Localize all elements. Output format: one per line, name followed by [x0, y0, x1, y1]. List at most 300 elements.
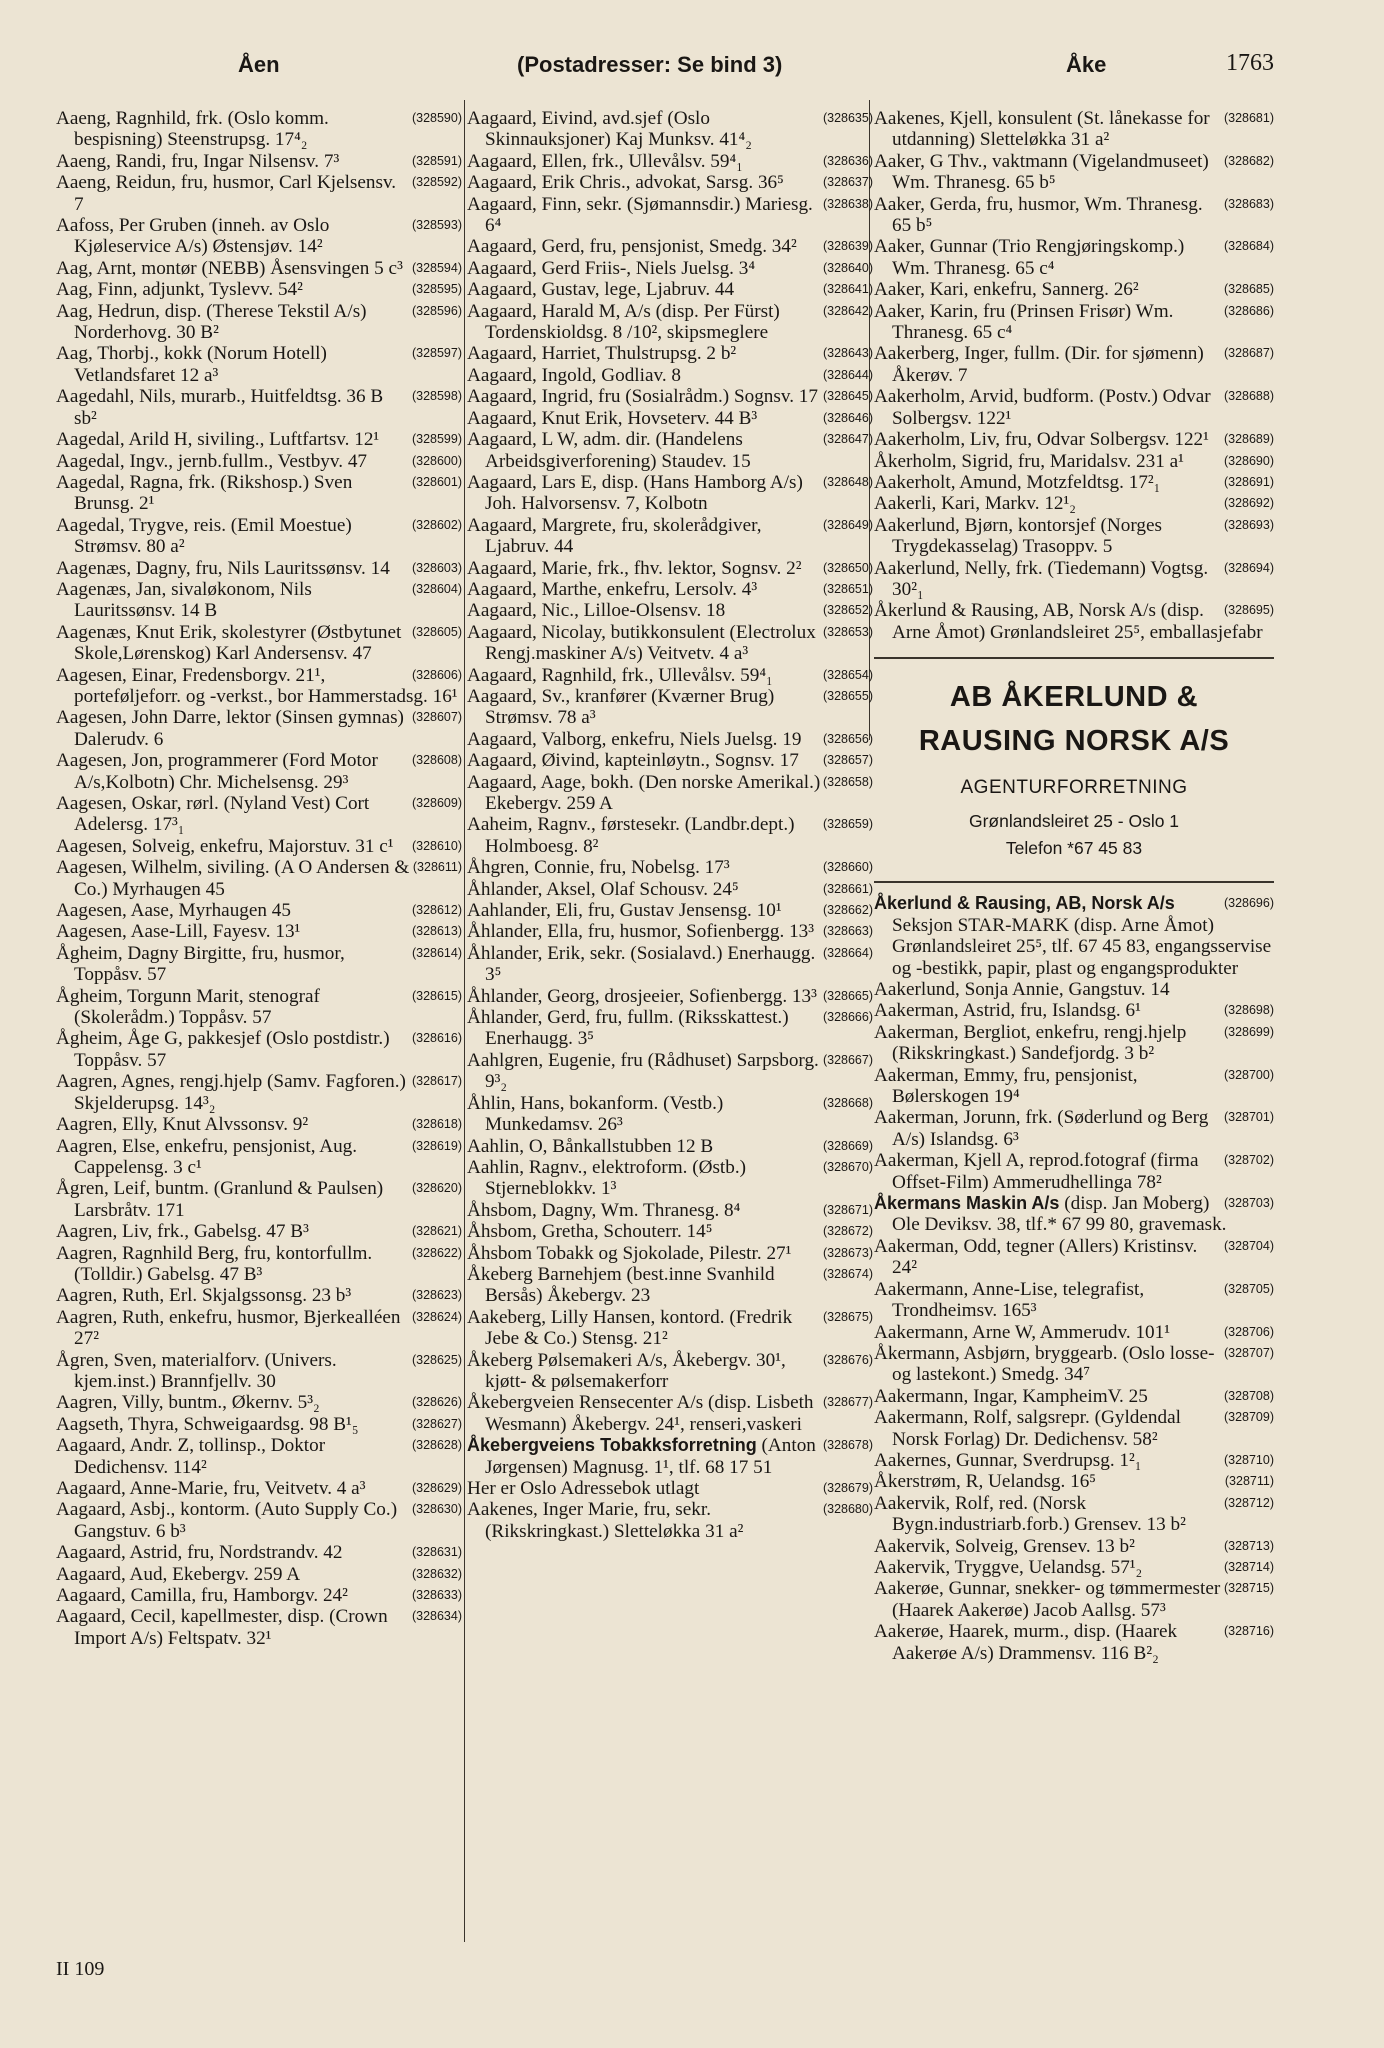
directory-entry: [874, 1279, 1274, 1322]
entry-number: (328676): [822, 1352, 873, 1367]
directory-entry: [56, 836, 462, 857]
directory-entry: [467, 900, 873, 921]
directory-entry: [467, 1243, 873, 1264]
entry-text: Aakerlund, Sonja Annie, Gangstuv. 14: [874, 979, 1170, 1000]
directory-entry: [56, 172, 462, 215]
directory-entry: [467, 343, 873, 364]
directory-entry: [874, 600, 1274, 643]
entry-text: Aakermann, Anne-Lise, telegrafist, Trondheimsv. 165³: [874, 1278, 1145, 1322]
entry-number: (328716): [1223, 1624, 1274, 1639]
directory-entry: [874, 472, 1274, 493]
entry-text: Aakerli, Kari, Markv. 12¹₂: [874, 493, 1076, 515]
directory-entry: [467, 1307, 873, 1350]
entry-number: (328603): [411, 560, 462, 575]
directory-entry: [467, 515, 873, 558]
directory-entry: [56, 258, 462, 279]
entry-number: (328687): [1223, 346, 1274, 361]
entry-number: (328634): [411, 1609, 462, 1624]
directory-entry: [467, 921, 873, 942]
entry-text: Ågren, Sven, materialforv. (Univers. kjem.inst.) Brannfjellv. 30: [56, 1349, 337, 1392]
entry-number: (328599): [411, 432, 462, 447]
directory-entry: [467, 365, 873, 386]
entry-text: Aagaard, Cecil, kapellmester, disp. (Crown Import A/s) Feltspatv. 32¹: [56, 1606, 388, 1649]
entry-number: (328653): [822, 624, 873, 639]
entry-number: (328672): [822, 1224, 873, 1239]
entry-number: (328600): [411, 453, 462, 468]
directory-entry: [874, 1386, 1274, 1407]
entry-number: (328648): [822, 474, 873, 489]
entry-number: (328693): [1223, 517, 1274, 532]
entry-number: (328637): [822, 175, 873, 190]
entry-text: Seksjon STAR-MARK (disp. Arne Åmot) Grønlandsleiret 25⁵, tlf. 67 45 83, engangsservise og -bestikk, papir, plast og engangsprodukter: [892, 914, 1272, 979]
directory-entry: [467, 558, 873, 579]
entry-text: Aagaard, Nicolay, butikkonsulent (Electrolux Rengj.maskiner A/s) Veitvetv. 4 a³: [467, 621, 816, 665]
entry-number: (328673): [822, 1245, 873, 1260]
entry-text: Åkerholm, Sigrid, fru, Maridalsv. 231 a¹: [874, 450, 1184, 472]
entry-number: (328604): [411, 581, 462, 596]
header-right-word: Åke: [1066, 52, 1107, 77]
entry-text: Aaeng, Reidun, fru, husmor, Carl Kjelsensv. 7: [56, 172, 397, 215]
entry-number: (328677): [822, 1395, 873, 1410]
directory-entry: [56, 622, 462, 665]
entry-text: Aagaard, Aage, bokh. (Den norske Amerikal.) Ekebergv. 259 A: [467, 771, 821, 814]
directory-entry: [874, 979, 1274, 1000]
entry-number: (328647): [822, 432, 873, 447]
entry-text: Aagseth, Thyra, Schweigaardsg. 98 B¹₅: [56, 1413, 359, 1435]
directory-entry: [874, 515, 1274, 558]
entry-text: Åhlander, Erik, sekr. (Sosialavd.) Enerhaugg. 3⁵: [467, 942, 816, 986]
directory-entry: [874, 236, 1274, 279]
entry-number: (328622): [411, 1245, 462, 1260]
entry-text: Åhlander, Aksel, Olaf Schousv. 24⁵: [467, 878, 739, 900]
directory-entry: [467, 472, 873, 515]
entry-number: (328694): [1223, 560, 1274, 575]
entry-number: (328646): [822, 410, 873, 425]
directory-entry: [56, 579, 462, 622]
entry-number: (328654): [822, 667, 873, 682]
directory-entry: [874, 893, 1274, 979]
entry-number: (328617): [411, 1074, 462, 1089]
directory-entry: [467, 943, 873, 986]
entry-number: (328628): [411, 1438, 462, 1453]
entry-number: (328702): [1223, 1153, 1274, 1168]
entry-number: (328711): [1224, 1474, 1274, 1489]
entry-text: Aakeberg, Lilly Hansen, kontord. (Fredrik Jebe & Co.) Stensg. 21²: [467, 1306, 793, 1350]
directory-entry: [874, 558, 1274, 601]
directory-entry: [56, 215, 462, 258]
directory-entry: [56, 279, 462, 300]
directory-entry: [874, 194, 1274, 237]
entry-text: Aakermann, Arne W, Ammerudv. 101¹: [874, 1321, 1170, 1343]
directory-entry: [56, 793, 462, 836]
entry-text: Aagaard, Lars E, disp. (Hans Hamborg A/s) Joh. Halvorsensv. 7, Kolbotn: [467, 471, 803, 515]
directory-entry: [874, 1022, 1274, 1065]
entry-text: Aagesen, Aase-Lill, Fayesv. 13¹: [56, 921, 301, 943]
entry-text: Åhsbom, Gretha, Schouterr. 14⁵: [467, 1221, 713, 1243]
directory-entry: [467, 1478, 873, 1499]
entry-text: Aakervik, Tryggve, Uelandsg. 57¹₂: [874, 1556, 1143, 1578]
entry-text: Aakermann, Ingar, KampheimV. 25: [874, 1385, 1148, 1407]
entry-number: (328661): [822, 881, 873, 896]
entry-number: (328660): [822, 860, 873, 875]
column-3-top: [874, 108, 1274, 643]
entry-text: Åkeberg Barnehjem (best.inne Svanhild Bersås) Åkebergv. 23: [467, 1263, 775, 1307]
entry-bold-name: Åkermans Maskin A/s: [874, 1193, 1060, 1214]
entry-number: (328683): [1223, 196, 1274, 211]
entry-number: (328700): [1223, 1067, 1274, 1082]
entry-text: Ågheim, Torgunn Marit, stenograf (Skolerådm.) Toppåsv. 57: [56, 985, 320, 1029]
entry-number: (328611): [412, 860, 462, 875]
directory-entry: [56, 1136, 462, 1179]
directory-entry: [467, 665, 873, 686]
entry-text: Aagren, Ruth, enkefru, husmor, Bjerkealléen 27²: [56, 1306, 401, 1350]
entry-number: (328667): [822, 1052, 873, 1067]
entry-text: Åkermann, Asbjørn, bryggearb. (Oslo losse- og lastekont.) Smedg. 34⁷: [874, 1342, 1215, 1386]
entry-text: Aagaard, Sv., kranfører (Kværner Brug) Strømsv. 78 a³: [467, 685, 775, 729]
column-3: [874, 108, 1274, 1664]
entry-text: Aakernes, Gunnar, Sverdrupsg. 1²₁: [874, 1449, 1142, 1471]
entry-text: Aagren, Agnes, rengj.hjelp (Samv. Fagforen.) Skjelderupsg. 14³₂: [56, 1071, 406, 1114]
directory-entry: [56, 343, 462, 386]
entry-bold-name: Åkebergveiens Tobakksforretning: [467, 1435, 757, 1456]
page-number: 1763: [1226, 50, 1274, 76]
entry-text: Her er Oslo Adressebok utlagt: [467, 1478, 700, 1499]
directory-entry: [467, 879, 873, 900]
directory-entry: [56, 1542, 462, 1563]
ad-subtitle: AGENTURFORRETNING: [960, 777, 1188, 799]
entry-number: (328629): [411, 1481, 462, 1495]
directory-entry: [467, 1264, 873, 1307]
entry-text: Aag, Hedrun, disp. (Therese Tekstil A/s) Norderhovg. 30 B²: [56, 300, 367, 344]
directory-entry: [56, 707, 462, 750]
entry-text: Aagesen, Oskar, rørl. (Nyland Vest) Cort Adelersg. 17³₁: [56, 793, 370, 836]
directory-entry: [467, 301, 873, 344]
entry-number: (328645): [822, 389, 873, 404]
entry-number: (328627): [411, 1416, 462, 1431]
entry-number: (328692): [1223, 496, 1274, 511]
entry-text: Aagren, Liv, frk., Gabelsg. 47 B³: [56, 1221, 309, 1243]
directory-entry: [467, 429, 873, 472]
entry-number: (328649): [822, 517, 873, 532]
entry-number: (328651): [822, 581, 873, 596]
directory-entry: [56, 108, 462, 151]
entry-number: (328674): [822, 1266, 873, 1281]
entry-text: Aagaard, Gustav, lege, Ljabruv. 44: [467, 279, 735, 301]
entry-number: (328595): [411, 282, 462, 297]
entry-number: (328709): [1223, 1410, 1274, 1425]
entry-number: (328631): [411, 1545, 462, 1560]
entry-text: Aagaard, Margrete, fru, skolerådgiver, Ljabruv. 44: [467, 514, 762, 558]
entry-text: Ågheim, Åge G, pakkesjef (Oslo postdistr.) Toppåsv. 57: [56, 1028, 390, 1071]
directory-entry: [874, 1557, 1274, 1578]
directory-entry: [874, 1065, 1274, 1108]
entry-number: (328705): [1223, 1281, 1274, 1296]
entry-number: (328658): [822, 774, 873, 789]
entry-number: (328607): [411, 710, 462, 725]
directory-entry: [874, 151, 1274, 194]
entry-number: (328625): [411, 1352, 462, 1367]
entry-number: (328612): [411, 903, 462, 918]
directory-entry: [56, 451, 462, 472]
entry-text: Aagaard, Camilla, fru, Hamborgv. 24²: [56, 1585, 348, 1607]
directory-entry: [874, 108, 1274, 151]
directory-entry: [56, 472, 462, 515]
entry-number: (328665): [822, 988, 873, 1003]
entry-number: (328655): [822, 688, 873, 703]
entry-number: (328707): [1223, 1345, 1274, 1360]
directory-entry: [467, 236, 873, 257]
entry-text: Aagaard, Knut Erik, Hovseterv. 44 B³: [467, 407, 758, 429]
directory-entry: [56, 1350, 462, 1393]
entry-text: Aakerman, Jorunn, frk. (Søderlund og Berg A/s) Islandsg. 6³: [874, 1107, 1209, 1150]
directory-entry: [56, 558, 462, 579]
entry-text: Aagaard, Gerd, fru, pensjonist, Smedg. 34²: [467, 236, 797, 258]
entry-number: (328704): [1223, 1238, 1274, 1253]
entry-number: (328695): [1223, 603, 1274, 618]
directory-entry: [467, 1136, 873, 1157]
entry-number: (328662): [822, 903, 873, 918]
directory-entry: [56, 1392, 462, 1413]
directory-entry: [467, 986, 873, 1007]
directory-entry: [56, 386, 462, 429]
entry-text: Aagaard, Ragnhild, frk., Ullevålsv. 59⁴₁: [467, 664, 773, 686]
entry-text: Aakerøe, Haarek, murm., disp. (Haarek Aakerøe A/s) Drammensv. 116 B²₂: [874, 1621, 1178, 1664]
entry-text: Aahlin, Ragnv., elektroform. (Østb.) Stjerneblokkv. 1³: [467, 1156, 747, 1200]
entry-number: (328688): [1223, 389, 1274, 404]
entry-text: Aagedal, Ingv., jernb.fullm., Vestbyv. 47: [56, 450, 368, 472]
entry-text: (Anton Jørgensen) Magnusg. 1¹, tlf. 68 17 51: [485, 1435, 816, 1478]
entry-text: Aagaard, Andr. Z, tollinsp., Doktor Dedichensv. 114²: [56, 1435, 326, 1478]
entry-text: Aagaard, Valborg, enkefru, Niels Juelsg. 19: [467, 728, 802, 750]
entry-number: (328641): [822, 282, 873, 297]
entry-number: (328592): [411, 175, 462, 190]
entry-number: (328624): [411, 1309, 462, 1324]
entry-text: Aahlander, Eli, fru, Gustav Jensensg. 10¹: [467, 900, 782, 922]
entry-text: Aakerlund, Nelly, frk. (Tiedemann) Vogtsg. 30²₁: [874, 557, 1209, 600]
entry-number: (328591): [411, 153, 462, 168]
ad-title-line-1: AB ÅKERLUND &: [949, 681, 1199, 714]
entry-number: (328597): [411, 346, 462, 361]
entry-number: (328613): [411, 924, 462, 939]
directory-entry: [56, 1114, 462, 1135]
entry-number: (328630): [411, 1502, 462, 1517]
entry-text: Aagren, Else, enkefru, pensjonist, Aug. Cappelensg. 3 c¹: [56, 1135, 358, 1178]
entry-number: (328626): [411, 1395, 462, 1410]
entry-text: Aagedahl, Nils, murarb., Huitfeldtsg. 36 B sb²: [56, 386, 384, 429]
directory-entry: [56, 921, 462, 942]
directory-entry: [467, 622, 873, 665]
entry-text: Aagesen, Wilhelm, siviling. (A O Andersen & Co.) Myrhaugen 45: [56, 857, 410, 900]
entry-text: Aaker, Gunnar (Trio Rengjøringskomp.) Wm. Thranesg. 65 c⁴: [874, 236, 1185, 279]
directory-entry: [467, 408, 873, 429]
entry-text: Aagaard, Marthe, enkefru, Lersolv. 4³: [467, 578, 758, 600]
entry-text: Aafoss, Per Gruben (inneh. av Oslo Kjøleservice A/s) Østensjøv. 14²: [56, 215, 330, 258]
directory-entry: [874, 1493, 1274, 1536]
directory-entry: [467, 814, 873, 857]
entry-text: Aakerman, Odd, tegner (Allers) Kristinsv. 24²: [874, 1235, 1198, 1279]
entry-text: Aagaard, Finn, sekr. (Sjømannsdir.) Mariesg. 6⁴: [467, 193, 813, 237]
entry-number: (328681): [1223, 111, 1274, 125]
entry-number: (328605): [411, 624, 462, 639]
directory-entry: [874, 493, 1274, 514]
entry-text: Aakerholm, Arvid, budform. (Postv.) Odvar Solbergsv. 122¹: [874, 386, 1211, 429]
entry-text: Aagenæs, Dagny, fru, Nils Lauritssønsv. 14: [56, 557, 390, 579]
entry-number: (328650): [822, 560, 873, 575]
ad-title-line-2: RAUSING NORSK A/S: [918, 725, 1230, 758]
entry-text: Aagesen, Aase, Myrhaugen 45: [56, 900, 291, 922]
entry-number: (328601): [411, 474, 462, 489]
directory-entry: [56, 1071, 462, 1114]
entry-number: (328602): [411, 517, 462, 532]
entry-text: Aagren, Villy, buntm., Økernv. 5³₂: [56, 1392, 320, 1414]
entry-number: (328689): [1223, 432, 1274, 447]
directory-entry: [874, 1107, 1274, 1150]
column-1: [56, 108, 462, 1649]
entry-text: Aagedal, Trygve, reis. (Emil Moestue) Strømsv. 80 a²: [56, 514, 352, 558]
entry-number: (328710): [1223, 1452, 1274, 1467]
entry-number: (328616): [411, 1031, 462, 1046]
directory-entry: [874, 1536, 1274, 1557]
entry-text: Åhlin, Hans, bokanform. (Vestb.) Munkedamsv. 26³: [467, 1092, 724, 1136]
entry-number: (328699): [1223, 1024, 1274, 1039]
column-2: [467, 108, 873, 1542]
entry-number: (328659): [822, 817, 873, 832]
entry-number: (328706): [1223, 1324, 1274, 1339]
entry-number: (328663): [822, 924, 873, 939]
entry-text: Aakerman, Emmy, fru, pensjonist, Bølerskogen 19⁴: [874, 1064, 1138, 1108]
entry-number: (328696): [1223, 896, 1274, 911]
directory-entry: [56, 515, 462, 558]
entry-number: (328671): [822, 1202, 873, 1217]
entry-number: (328619): [411, 1138, 462, 1153]
entry-number: (328691): [1223, 474, 1274, 489]
directory-entry: [874, 279, 1274, 300]
directory-entry: [56, 1307, 462, 1350]
directory-entry: [467, 1221, 873, 1242]
entry-text: Åkerstrøm, R, Uelandsg. 16⁵: [874, 1471, 1096, 1493]
directory-entry: [874, 1343, 1274, 1386]
entry-number: (328598): [411, 389, 462, 404]
entry-number: (328682): [1223, 153, 1274, 168]
entry-text: Aagaard, Nic., Lilloe-Olsensv. 18: [467, 600, 726, 622]
directory-entry: [874, 1450, 1274, 1471]
entry-number: (328614): [411, 945, 462, 960]
advertisement: [874, 657, 1274, 883]
entry-text: Aagedal, Ragna, frk. (Rikshosp.) Sven Brunsg. 2¹: [56, 471, 353, 515]
directory-entry: [56, 1585, 462, 1606]
entry-text: Ågren, Leif, buntm. (Granlund & Paulsen) Larsbråtv. 171: [56, 1178, 384, 1221]
entry-number: (328640): [822, 260, 873, 275]
directory-entry: [467, 750, 873, 771]
column-3-bottom: [874, 893, 1274, 1664]
entry-text: Aaeng, Randi, fru, Ingar Nilsensv. 7³: [56, 150, 340, 172]
entry-bold-name: Åkerlund & Rausing, AB, Norsk A/s: [874, 893, 1175, 914]
entry-text: Aagren, Ragnhild Berg, fru, kontorfullm. (Tolldir.) Gabelsg. 47 B³: [56, 1242, 373, 1285]
entry-text: Aaeng, Ragnhild, frk. (Oslo komm. bespisning) Steenstrupsg. 17⁴₂: [56, 108, 329, 151]
entry-text: Aakerøe, Gunnar, snekker- og tømmermester (Haarek Aakerøe) Jacob Aallsg. 57³: [874, 1578, 1221, 1621]
entry-text: Aagaard, L W, adm. dir. (Handelens Arbeidsgiverforening) Staudev. 15: [467, 429, 751, 472]
entry-number: (328636): [822, 153, 873, 168]
directory-entry: [874, 1000, 1274, 1021]
entry-text: Aagaard, Aud, Ekebergv. 259 A: [56, 1563, 301, 1585]
entry-number: (328666): [822, 1010, 873, 1025]
directory-entry: [467, 1007, 873, 1050]
entry-number: (328610): [411, 838, 462, 853]
entry-number: (328642): [822, 303, 873, 318]
directory-entry: [874, 1407, 1274, 1450]
directory-entry: [467, 1435, 873, 1478]
directory-entry: [56, 665, 462, 708]
entry-text: Aagaard, Marie, frk., fhv. lektor, Sognsv. 2²: [467, 557, 802, 579]
entry-number: (328713): [1223, 1538, 1274, 1553]
entry-text: Aagesen, Einar, Fredensborgv. 21¹, porteføljeforr. og -verkst., bor Hammerstadsg. 16¹: [56, 664, 458, 707]
page-header: [56, 52, 1286, 96]
directory-entry: [467, 279, 873, 300]
entry-text: Aakenes, Kjell, konsulent (St. lånekasse for utdanning) Sletteløkka 31 a²: [874, 108, 1210, 151]
entry-number: (328708): [1223, 1388, 1274, 1403]
entry-text: Aakenes, Inger Marie, fru, sekr. (Rikskringkast.) Sletteløkka 31 a²: [467, 1499, 744, 1542]
entry-number: (328679): [822, 1481, 873, 1495]
directory-entry: [56, 1478, 462, 1499]
entry-number: (328593): [411, 218, 462, 233]
entry-text: Aagaard, Harald M, A/s (disp. Per Fürst) Tordenskioldsg. 8 /10², skipsmeglere: [467, 300, 780, 344]
entry-text: Aagenæs, Jan, sivaløkonom, Nils Lauritssønsv. 14 B: [56, 578, 312, 622]
directory-entry: [874, 1578, 1274, 1621]
entry-text: Aaheim, Ragnv., førstesekr. (Landbr.dept.) Holmboesg. 8²: [467, 814, 795, 857]
entry-text: Aagaard, Øivind, kapteinløytn., Sognsv. 17: [467, 750, 799, 772]
entry-number: (328638): [822, 196, 873, 211]
directory-entry: [467, 1050, 873, 1093]
entry-text: Åhlander, Georg, drosjeeier, Sofienbergg. 13³: [467, 985, 817, 1007]
entry-text: Åhlander, Gerd, fru, fullm. (Riksskattest.) Enerhaugg. 3⁵: [467, 1007, 789, 1050]
directory-entry: [56, 301, 462, 344]
entry-number: (328657): [822, 753, 873, 768]
directory-entry: [874, 301, 1274, 344]
directory-entry: [467, 108, 873, 151]
entry-number: (328618): [411, 1117, 462, 1132]
entry-text: Aagren, Ruth, Erl. Skjalgssonsg. 23 b³: [56, 1285, 352, 1307]
column-divider: [464, 100, 465, 1942]
entry-text: Åhsbom Tobakk og Sjokolade, Pilestr. 27¹: [467, 1242, 792, 1264]
directory-entry: [874, 1322, 1274, 1343]
header-center: (Postadresser: Se bind 3): [517, 52, 783, 77]
page-footer: II 109: [56, 1958, 105, 1980]
directory-entry: [467, 1350, 873, 1393]
entry-text: Åhsbom, Dagny, Wm. Thranesg. 8⁴: [467, 1199, 741, 1221]
directory-entry: [56, 429, 462, 450]
entry-number: (328698): [1223, 1003, 1274, 1018]
entry-number: (328639): [822, 239, 873, 254]
directory-entry: [56, 900, 462, 921]
entry-text: Aagedal, Arild H, siviling., Luftfartsv. 12¹: [56, 429, 380, 451]
entry-number: (328664): [822, 945, 873, 960]
directory-entry: [874, 1150, 1274, 1193]
entry-number: (328621): [411, 1224, 462, 1239]
entry-text: Aakermann, Rolf, salgsrepr. (Gyldendal Norsk Forlag) Dr. Dedichensv. 58²: [874, 1407, 1181, 1450]
entry-number: (328668): [822, 1095, 873, 1110]
directory-entry: [467, 258, 873, 279]
directory-entry: [56, 1564, 462, 1585]
entry-text: (disp. Jan Moberg) Ole Deviksv. 38, tlf.* 67 99 80, gravemask.: [892, 1193, 1227, 1236]
entry-number: (328596): [411, 303, 462, 318]
directory-entry: [56, 986, 462, 1029]
entry-text: Aag, Finn, adjunkt, Tyslevv. 54²: [56, 279, 303, 301]
entry-number: (328685): [1223, 282, 1274, 297]
entry-text: Åkebergveien Rensecenter A/s (disp. Lisbeth Wesmann) Åkebergv. 24¹, renseri,vaskeri: [467, 1392, 814, 1435]
entry-text: Aakervik, Rolf, red. (Norsk Bygn.industriarb.forb.) Grensev. 13 b²: [874, 1492, 1186, 1536]
entry-number: (328701): [1223, 1110, 1274, 1125]
directory-entry: [467, 151, 873, 172]
